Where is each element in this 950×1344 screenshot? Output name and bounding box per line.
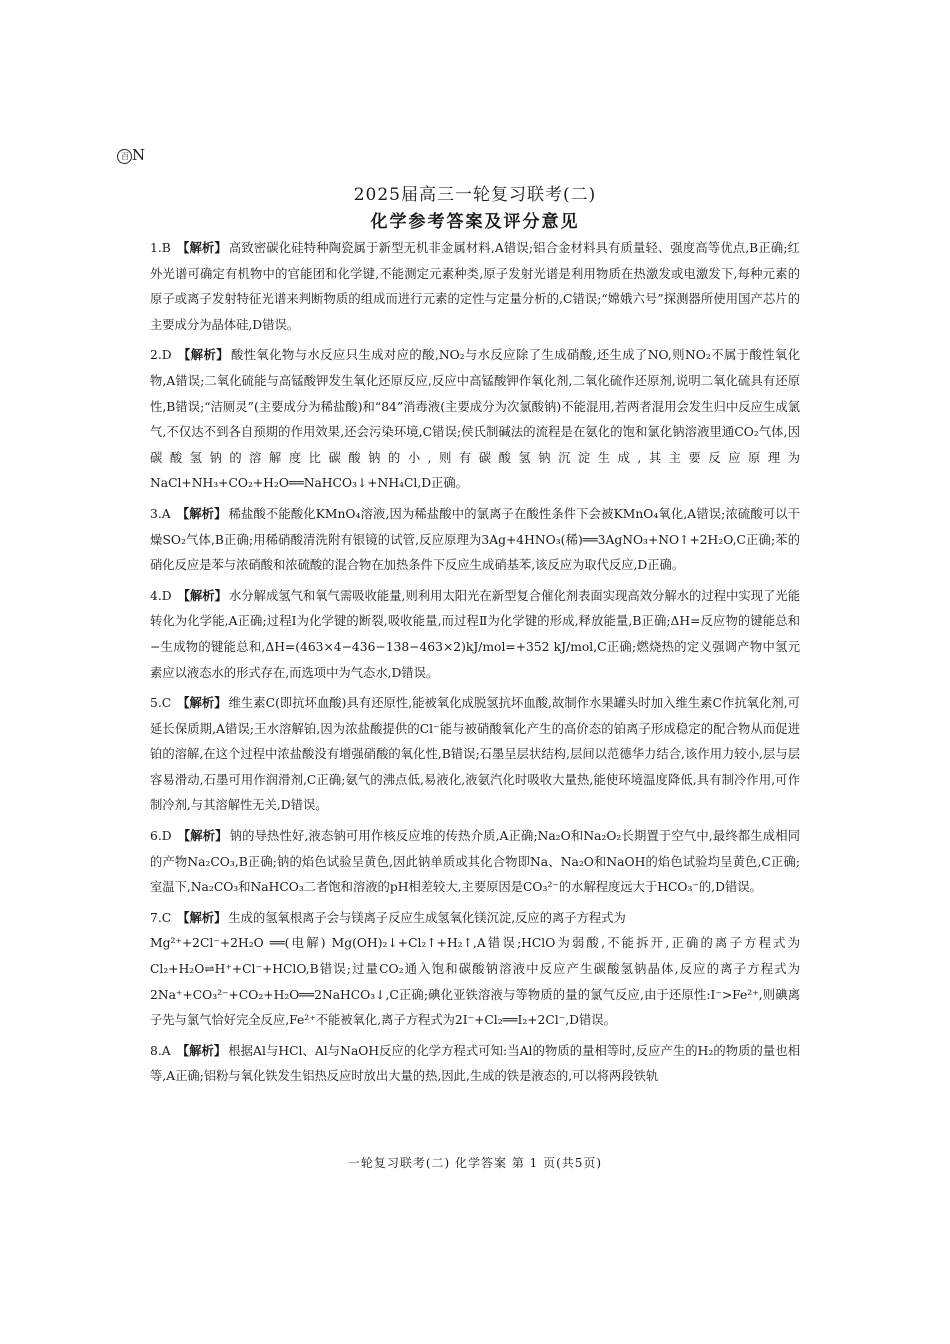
question-number: 1.B [150,241,171,255]
answer-item-5 [150,691,800,819]
analysis-tag: 【解析】 [176,241,227,255]
answer-item-1 [150,236,800,338]
analysis-tag: 【解析】 [177,829,228,844]
question-number: 7.C [150,910,172,925]
question-number: 8.A [150,1043,171,1058]
analysis-tag: 【解析】 [176,506,227,521]
answer-text: 酸性氧化物与水反应只生成对应的酸,NO₂与水反应除了生成硝酸,还生成了NO,则NO₂不属于酸性氧化物,A错误;二氧化硫能与高锰酸钾发生氧化还原反应,反应中高锰酸钾作氧化剂,二氧化硫作还原剂,说明二氧化硫具有还原性,B错误;“洁厕灵”(主要成分为稀盐酸)和“84”消毒液(主要成分为次氯酸钠)不能混用,若两者混用会发生归中反应生成氯气,不仅达不到各自预期的作用效果,还会污染环境,C错误;侯氏制碱法的流程是在氨化的饱和氯化钠溶液里通CO₂气体,因碳酸氢钠的溶解度比碳酸钠的小,则有碳酸氢钠沉淀生成,其主要反应原理为NaCl+NH₃+CO₂+H₂O══NaHCO₃↓+NH₄Cl,D正确。 [150,348,800,491]
question-number: 2.D [150,348,172,363]
answer-text: 钠的导热性好,液态钠可用作核反应堆的传热介质,A正确;Na₂O和Na₂O₂长期置于空气中,最终都生成相同的产物Na₂CO₃,B正确;钠的焰色试验呈黄色,因此钠单质或其化合物即Na、Na₂O和NaOH的焰色试验均呈黄色,C正确;室温下,Na₂CO₃和NaHCO₃二者饱和溶液的pH相差较大,主要原因是CO₃²⁻的水解程度远大于HCO₃⁻的,D错误。 [150,829,800,895]
analysis-tag: 【解析】 [177,910,227,925]
answer-subtitle: 化学参考答案及评分意见 [370,212,580,232]
analysis-tag: 【解析】 [177,696,227,711]
analysis-tag: 【解析】 [176,1043,227,1058]
answer-text-continued: Mg²⁺+2Cl⁻+2H₂O ══(电解) Mg(OH)₂↓+Cl₂↑+H₂↑,A错误;HClO为弱酸,不能拆开,正确的离子方程式为Cl₂+H₂O⇌H⁺+Cl⁻+HClO,B错误;过量CO₂通入饱和碳酸钠溶液中反应产生碳酸氢钠晶体,反应的离子方程式为2Na⁺+CO₃²⁻+CO₂+H₂O══2NaHCO₃↓,C正确;碘化亚铁溶液与等物质的量的氯气反应,由于还原性:I⁻>Fe²⁺,则碘离子先与氯气恰好完全反应,Fe²⁺不能被氧化,离子方程式为2I⁻+Cl₂══I₂+2Cl⁻,D错误。 [150,936,800,1028]
answer-item-4 [150,584,800,686]
analysis-tag: 【解析】 [177,348,230,363]
question-number: 4.D [150,588,172,603]
answer-text: 高致密碳化硅特种陶瓷属于新型无机非金属材料,A错误;铝合金材料具有质量轻、强度高等优点,B正确;红外光谱可确定有机物中的官能团和化学键,不能测定元素种类,原子发射光谱是利用物质在热激发或电激发下,每种元素的原子或离子发射特征光谱来判断物质的组成而进行元素的定性与定量分析的,C错误;“嫦娥六号”探测器所使用国产芯片的主要成分为晶体硅,D错误。 [150,241,800,332]
publisher-logo [117,146,144,164]
answer-list [150,236,800,1095]
question-number: 5.C [150,696,172,711]
answer-text: 水分解成氢气和氧气需吸收能量,则利用太阳光在新型复合催化剂表面实现高效分解水的过程中实现了光能转化为化学能,A正确;过程Ⅰ为化学键的断裂,吸收能量,而过程Ⅱ为化学键的形成,释放能量,B正确;ΔH=反应物的键能总和−生成物的键能总和,ΔH=(463×4−436−138−463×2)kJ/mol=+352 kJ/mol,C正确;燃烧热的定义强调产物中氢元素应以液态水的形式存在,而选项中为气态水,D错误。 [150,588,800,680]
answer-text: 稀盐酸不能酸化KMnO₄溶液,因为稀盐酸中的氯离子在酸性条件下会被KMnO₄氧化,A错误;浓硫酸可以干燥SO₂气体,B正确;用稀硝酸清洗附有银镜的试管,反应原理为3Ag+4HNO₃(稀)══3AgNO₃+NO↑+2H₂O,C正确;苯的硝化反应是苯与浓硝酸和浓硫酸的混合物在加热条件下反应生成硝基苯,该反应为取代反应,D正确。 [150,506,800,573]
answer-item-7 [150,906,800,1034]
logo-circle-icon: 百 [117,149,132,164]
answer-item-2 [150,343,800,497]
question-number: 6.D [150,829,172,844]
answer-text: 根据Al与HCl、Al与NaOH反应的化学方程式可知:当Al的物质的量相等时,反应产生的H₂的物质的量也相等,A正确;铝粉与氧化铁发生铝热反应时放出大量的热,因此,生成的铁是液态的,可以将两段铁轨 [150,1043,800,1084]
logo-letter: N [132,146,145,164]
answer-item-6 [150,824,800,901]
answer-text: 维生素C(即抗坏血酸)具有还原性,能被氧化成脱氢抗坏血酸,故制作水果罐头时加入维生素C作抗氧化剂,可延长保质期,A错误;王水溶解铂,因为浓盐酸提供的Cl⁻能与被硝酸氧化产生的高价态的铂离子形成稳定的配合物从而促进铂的溶解,在这个过程中浓盐酸没有增强硝酸的氧化性,B错误;石墨呈层状结构,层间以范德华力结合,该作用力较小,层与层容易滑动,石墨可用作润滑剂,C正确;氨气的沸点低,易液化,液氨汽化时吸收大量热,能使环境温度降低,具有制冷作用,可作制冷剂,与其溶解性无关,D错误。 [150,696,800,813]
analysis-tag: 【解析】 [177,588,227,603]
answer-text: 生成的氢氧根离子会与镁离子反应生成氢氧化镁沉淀,反应的离子方程式为 [228,910,626,925]
answer-item-8 [150,1039,800,1090]
page-footer: 一轮复习联考(二) 化学答案 第 1 页(共5页) [347,1156,603,1170]
answer-item-3 [150,502,800,579]
question-number: 3.A [150,506,171,521]
exam-title: 2025届高三一轮复习联考(二) [353,185,597,205]
